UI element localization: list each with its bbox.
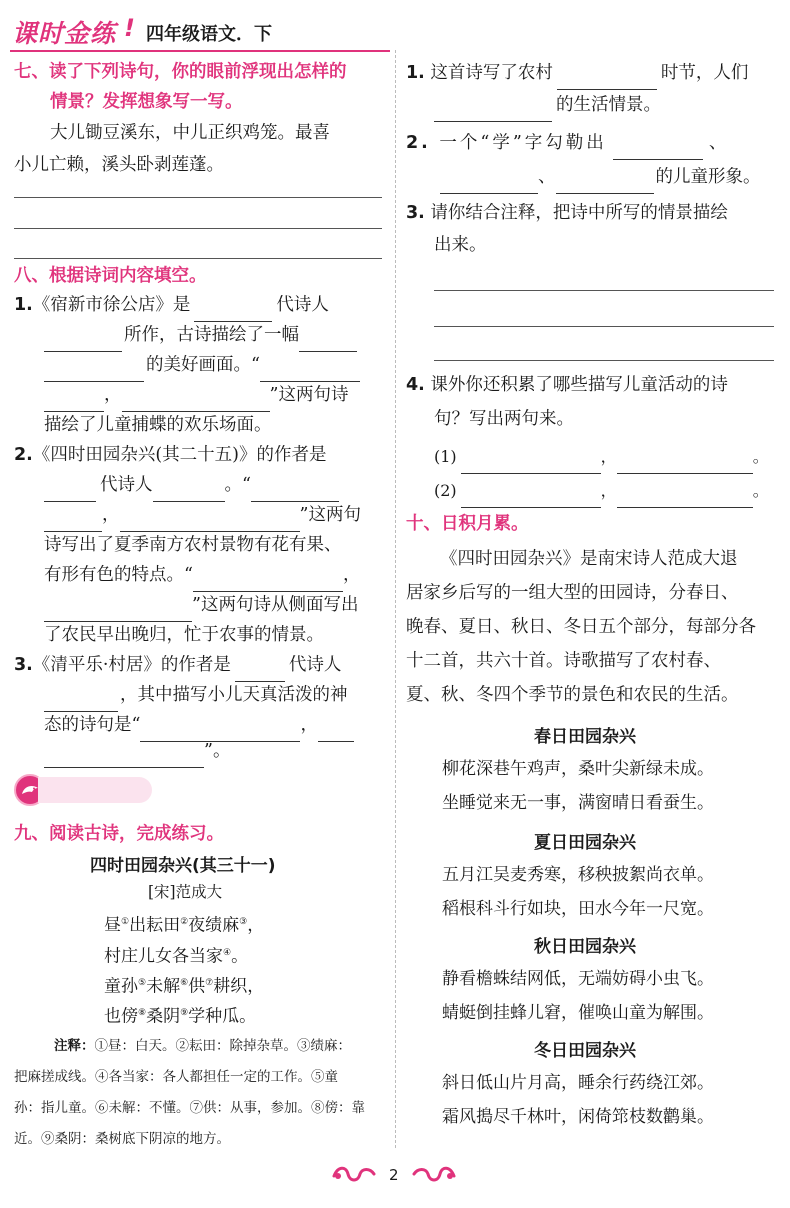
r-question-4-line2: 句？写出两句来。 [434,409,574,429]
text: 课外你还积累了哪些描写儿童活动的诗 [430,375,728,395]
autumn-poem-title: 秋日田园杂兴 [534,937,636,957]
poem-text: 未解 [146,976,181,997]
blank-verse[interactable] [617,490,753,508]
text: 代诗人 [100,475,153,495]
column-divider [395,50,396,1148]
summer-poem-line: 五月江吴麦秀寒，移秧披絮尚衣单。 [442,865,714,885]
s8-question-2-line4: 诗写出了夏季南方农村景物有花有果、 [44,535,342,555]
note-text: ①昼：白天。②耘田：除掉杂草。③绩麻： [94,1038,351,1054]
blank[interactable] [434,103,552,122]
header-subtitle: 四年级语文．下 [146,24,272,45]
text: ”这两句诗从侧面写出 [192,595,359,615]
s8-question-1-line3 [44,348,360,382]
answer-line[interactable] [14,258,382,259]
answer-line[interactable] [434,326,774,327]
poem-text: 耕织， [213,976,265,997]
winter-poem-title: 冬日田园杂兴 [534,1041,636,1061]
question-number: 3. [406,203,425,223]
blank[interactable] [440,175,538,194]
footnote-mark: ③ [239,917,248,927]
s8-question-2-line1 [14,438,326,472]
s8-question-1-line4 [44,378,348,412]
s8-question-2-line6 [44,588,358,622]
s10-paragraph: 晚春、夏日、秋日、冬日五个部分，每部分各 [406,617,756,637]
s8-question-2-line7: 了农民早出晚归，忙于农事的情景。 [44,625,324,645]
spring-poem-line: 坐睡觉来无一事，满窗晴日看蚕生。 [442,793,714,813]
text: 、 [538,167,556,187]
poem-text: 昼 [104,915,121,936]
poem-text: 桑阴 [146,1006,181,1027]
blank[interactable] [613,141,703,160]
section-9-title: 九、阅读古诗，完成练习。 [14,824,224,844]
poem-notes-line3: 孙：指儿童。⑥未解：不懂。⑦供：从事，参加。⑧傍：靠 [14,1100,365,1116]
section-7-title-2: 情景？发挥想象写一写。 [50,92,243,112]
blank-verse[interactable] [461,456,601,474]
poem-title: 四时田园杂兴(其三十一) [90,856,276,876]
kaixin-banner [14,774,154,806]
blank-verse[interactable] [44,749,204,768]
blank-verse[interactable] [461,490,601,508]
text: 一个“学”字勾勒出 [439,133,607,153]
note-label: 注释： [54,1038,95,1054]
poem-notes-line1 [54,1032,351,1061]
r-question-4-item-1 [434,440,769,474]
brand-mark: ! [124,14,135,42]
page-number: 2 [389,1166,399,1184]
text: 、 [708,133,730,153]
text: 。 [752,447,769,466]
r-question-2-line1 [406,126,729,160]
footnote-mark: ⑥ [180,978,189,988]
s10-paragraph: 夏、秋、冬四个季节的景色和农民的生活。 [406,685,739,705]
text: 代诗人 [288,655,342,675]
poem-text: 村庄儿女各当家 [104,946,223,967]
text: 有形有色的特点。“ [44,565,193,585]
r-question-3-line1 [406,196,728,230]
footnote-mark: ⑧ [138,1008,147,1018]
poem-text: 童孙 [104,976,138,997]
r-question-4-item-2 [434,474,769,508]
text: 这首诗写了农村 [430,63,553,83]
blank-verse[interactable] [617,456,753,474]
footnote-mark: ⑤ [138,978,147,988]
text: ， [300,715,318,735]
s8-question-3-line4 [44,734,230,768]
s8-question-3-line2 [44,678,348,712]
text: 所作，古诗描绘了一幅 [124,325,299,345]
item-label: (1) [434,447,457,466]
brand-title: 课时金练 [12,19,117,48]
question-number: 1. [406,63,425,83]
text: ”这两句诗 [269,385,349,405]
section-10-title: 十、日积月累。 [406,514,529,534]
s10-paragraph: 十二首，共六十首。诗歌描写了农村春、 [406,651,721,671]
text: 的美好画面。“ [146,355,260,375]
winter-poem-line: 斜日低山片月高，睡余行药绕江郊。 [442,1073,714,1093]
text: 《清平乐·村居》的作者是 [32,655,231,675]
answer-line[interactable] [14,197,382,198]
footnote-mark: ② [180,917,189,927]
item-label: (2) [434,481,457,500]
text: 的儿童形象。 [655,167,761,187]
question-number: 3. [14,655,33,675]
text: 时节，人们 [660,63,749,83]
poem-notes-line2: 把麻搓成线。④各当家：各人都担任一定的工作。⑤童 [14,1069,338,1085]
poem-text: 夜绩麻 [188,915,240,936]
answer-line[interactable] [434,290,774,291]
blank-verse[interactable] [318,723,354,742]
text: ， [102,505,120,525]
r-question-1-line2 [434,88,661,122]
kaixin-banner-bg [38,777,152,803]
footnote-mark: ④ [223,948,232,958]
text: ， [600,481,617,500]
text: ”这两句 [299,505,361,525]
s8-question-1-line2 [44,318,357,352]
s8-question-2-line5 [44,558,360,592]
question-number: 1. [14,295,33,315]
footer-ornament-left [330,1162,380,1190]
section-7-poem-line: 大儿锄豆溪东，中儿正织鸡笼。最喜 [50,123,330,143]
summer-poem-line: 稻根科斗行如块，田水今年一尺宽。 [442,899,714,919]
poem-text: 学种瓜。 [188,1006,257,1027]
footnote-mark: ① [121,917,130,927]
poem-text: 供 [188,976,206,997]
footer-ornament-right [408,1162,458,1190]
poem-text: 出耘田 [129,915,181,936]
text: 代诗人 [276,295,329,315]
header [10,8,340,54]
text: 的生活情景。 [556,95,661,115]
footnote-mark: ⑦ [205,978,214,988]
autumn-poem-line: 蜻蜓倒挂蜂儿窘，催唤山童为解围。 [442,1003,714,1023]
text: 。“ [224,475,251,495]
section-7-poem-line: 小儿亡赖，溪头卧剥莲蓬。 [14,155,224,175]
autumn-poem-line: 静看檐蛛结网低，无端妨碍小虫飞。 [442,969,714,989]
winter-poem-line: 霜风搗尽千林叶，闲倚筇枝数鹳巢。 [442,1107,714,1127]
text: 态的诗句是“ [44,715,141,735]
section-7-title: 七、读了下列诗句，你的眼前浮现出怎样的 [14,62,347,82]
text: 。 [752,481,769,500]
question-number: 2. [14,445,33,465]
s8-question-2-line3 [44,498,361,532]
footnote-mark: ⑨ [180,1008,189,1018]
r-question-3-line2: 出来。 [434,235,487,255]
text: 《宿新市徐公店》是 [32,295,191,315]
r-question-2-line2 [440,160,761,194]
s10-paragraph: 《四时田园杂兴》是南宋诗人范成大退 [440,549,738,569]
answer-line[interactable] [434,360,774,361]
blank[interactable] [556,175,654,194]
s10-paragraph: 居家乡后写的一组大型的田园诗，分春日、 [406,583,739,603]
answer-line[interactable] [14,228,382,229]
text: 请你结合注释，把诗中所写的情景描绘 [430,203,728,223]
section-8-title: 八、根据诗词内容填空。 [14,266,207,286]
text: ”。 [204,741,231,761]
text: ，其中描写小儿天真活泼的神 [120,685,348,705]
header-rule [10,50,390,52]
s8-question-3-line1 [14,648,341,682]
spring-poem-line: 柳花深巷午鸡声，桑叶尖新绿未成。 [442,759,714,779]
question-number: 4. [406,375,425,395]
text: 《四时田园杂兴(其二十五)》的作者是 [32,445,327,465]
r-question-1-line1 [406,56,748,90]
summer-poem-title: 夏日田园杂兴 [534,833,636,853]
s8-question-2-line2 [44,468,339,502]
poem-text: ， [247,915,265,936]
poem-text: 也傍 [104,1006,138,1027]
s8-question-1-line1 [14,288,329,322]
s8-question-1-line5: 描绘了儿童捕蝶的欢乐场面。 [44,415,272,435]
text: ， [104,385,122,405]
text: ， [342,565,361,585]
poem-notes-line4: 近。⑨桑阴：桑树底下阴凉的地方。 [14,1131,230,1147]
poem-author: [宋]范成大 [148,883,223,901]
text: ， [600,447,617,466]
spring-poem-title: 春日田园杂兴 [534,727,636,747]
question-number: 2. [406,133,431,153]
r-question-4-line1 [406,368,728,402]
poem-line-4 [104,996,256,1035]
poem-text: 。 [231,946,249,967]
